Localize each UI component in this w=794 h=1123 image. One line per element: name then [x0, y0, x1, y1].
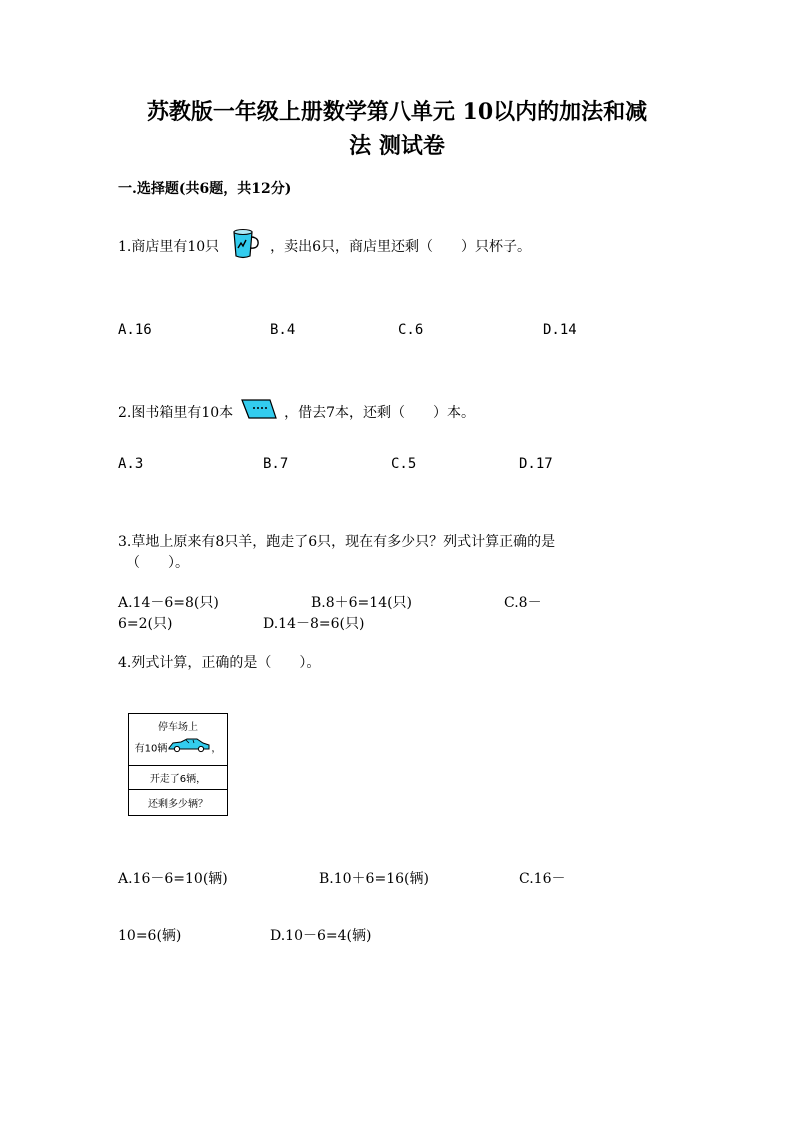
car-icon: [167, 737, 211, 760]
parking-row-3: [129, 790, 228, 816]
question-1-prefix: 1.商店里有10只: [118, 239, 220, 255]
question-1-suffix: ，卖出6只，商店里还剩（ ）只杯子。: [270, 239, 531, 255]
q4-option-a[interactable]: A.16－6=10(辆): [118, 871, 228, 887]
parking-line-2-suffix: ，: [211, 743, 222, 755]
q3-option-c[interactable]: C.8－: [504, 595, 542, 611]
q3-option-d[interactable]: D.14－8=6(只): [263, 616, 365, 632]
q3-option-a[interactable]: A.14－6=8(只): [118, 595, 219, 611]
cup-icon: [228, 226, 262, 268]
q4-option-b[interactable]: B.10＋6=16(辆): [319, 871, 429, 887]
q2-option-b[interactable]: B.7: [263, 456, 289, 472]
question-4: 4.列式计算，正确的是（ ）。: [118, 655, 321, 671]
parking-line-2: [129, 737, 227, 760]
question-2-prefix: 2.图书箱里有10本: [118, 405, 234, 421]
q2-option-a[interactable]: A.3: [118, 456, 144, 472]
q3-option-c-continued[interactable]: 6=2(只): [118, 616, 173, 632]
q3-option-b[interactable]: B.8＋6=14(只): [311, 595, 413, 611]
q1-option-b[interactable]: B.4: [270, 322, 296, 338]
page-title: [110, 95, 684, 163]
q4-option-c-continued[interactable]: 10=6(辆): [118, 928, 182, 944]
q2-option-d[interactable]: D.17: [519, 456, 553, 472]
q2-option-c[interactable]: C.5: [391, 456, 417, 472]
parking-line-1: 停车场上: [158, 722, 198, 733]
parking-lot-table: [128, 713, 228, 816]
question-2-suffix: ，借去7本，还剩（ ）本。: [284, 405, 475, 421]
parking-line-3: 开走了6辆，: [129, 766, 228, 790]
question-3-line-2: （ ）。: [126, 555, 189, 571]
question-3-line-1: 3.草地上原来有8只羊，跑走了6只，现在有多少只？列式计算正确的是: [118, 534, 556, 550]
book-icon: [240, 396, 278, 430]
question-1: [118, 226, 531, 268]
title-line-2: 法 测试卷: [349, 133, 445, 159]
q1-option-d[interactable]: D.14: [543, 322, 577, 338]
parking-line-4: 还剩多少辆？: [129, 790, 228, 816]
question-2: [118, 396, 475, 430]
section-heading: 一.选择题(共6题，共12分): [118, 181, 292, 197]
q1-option-c[interactable]: C.6: [398, 322, 424, 338]
parking-row-1: [129, 714, 228, 766]
q1-option-a[interactable]: A.16: [118, 322, 152, 338]
title-line-1: 苏教版一年级上册数学第八单元 10以内的加法和减: [146, 99, 648, 125]
parking-row-2: [129, 766, 228, 790]
parking-line-2-prefix: 有10辆: [134, 743, 168, 755]
q4-option-d[interactable]: D.10－6=4(辆): [270, 928, 372, 944]
q4-option-c[interactable]: C.16－: [519, 871, 566, 887]
